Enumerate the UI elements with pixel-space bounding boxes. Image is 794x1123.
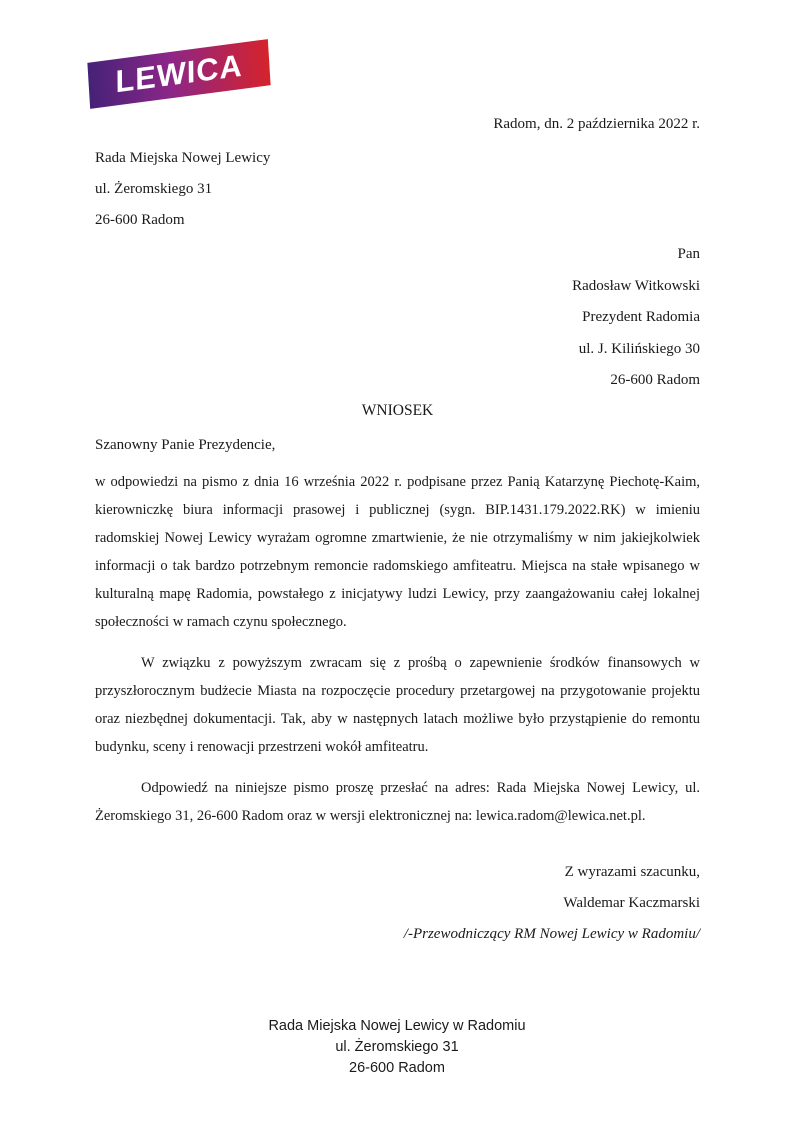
lewica-logo [87,39,270,109]
recipient-line-title: Pan [677,246,700,262]
body-paragraph-2: W związku z powyższym zwracam się z prośbą o zapewnienie środków finansowych w przyszłorocznym budżecie Miasta na rozpoczęcie procedury przetargowej na przygotowanie projektu oraz niezbędnej dokumentacji. Tak, aby w następnych latach możliwe było przystąpienie do remontu budynku, sceny i renowacji przestrzeni wokół amfiteatru. [95,654,700,755]
sender-line-city: 26-600 Radom [95,212,185,228]
body-paragraph-1: w odpowiedzi na pismo z dnia 16 września 2022 r. podpisane przez Panią Katarzynę Piechotę-Kaim, kierowniczkę biura informacji prasowej i publicznej (sygn. BIP.1431.179.2022.RK) w imieniu radomskiej Nowej Lewicy wyrażam ogromne zmartwienie, że nie otrzymaliśmy w nim jakiejkolwiek informacji o tak bardzo potrzebnym remoncie radomskiego amfiteatru. Miejsca na stałe wpisanego w kulturalną mapę Radomia, powstałego z inicjatywy ludzi Lewicy, przy zaangażowaniu całej lokalnej społeczności w ramach czynu społecznego. [95,473,700,630]
date-line: Radom, dn. 2 października 2022 r. [493,116,700,132]
logo-area [95,46,700,108]
body-paragraph-3: Odpowiedź na niniejsze pismo proszę przesłać na adres: Rada Miejska Nowej Lewicy, ul. Żeromskiego 31, 26-600 Radom oraz w wersji elektronicznej na: lewica.radom@lewica.net.pl. [95,779,700,824]
closing-block [95,857,700,950]
closing-signatory-name: Waldemar Kaczmarski [563,894,700,911]
closing-signatory-role: /-Przewodniczący RM Nowej Lewicy w Radomiu/ [403,925,700,942]
footer-address [0,1016,794,1079]
footer-line-org: Rada Miejska Nowej Lewicy w Radomiu [268,1018,526,1034]
lewica-logo-text: LEWICA [115,47,243,100]
subject-heading: WNIOSEK [361,401,434,419]
recipient-line-name: Radosław Witkowski [572,277,700,294]
closing-salutation: Z wyrazami szacunku, [564,863,700,880]
sender-line-org: Rada Miejska Nowej Lewicy [95,150,271,166]
sender-address [95,143,700,236]
salutation: Szanowny Panie Prezydencie, [95,436,276,453]
recipient-line-street: ul. J. Kilińskiego 30 [578,340,700,357]
footer-line-city: 26-600 Radom [349,1060,445,1076]
footer-line-street: ul. Żeromskiego 31 [335,1039,459,1055]
sender-line-street: ul. Żeromskiego 31 [95,181,213,197]
recipient-line-role: Prezydent Radomia [582,309,700,325]
recipient-address [95,239,700,397]
recipient-line-city: 26-600 Radom [610,372,700,388]
